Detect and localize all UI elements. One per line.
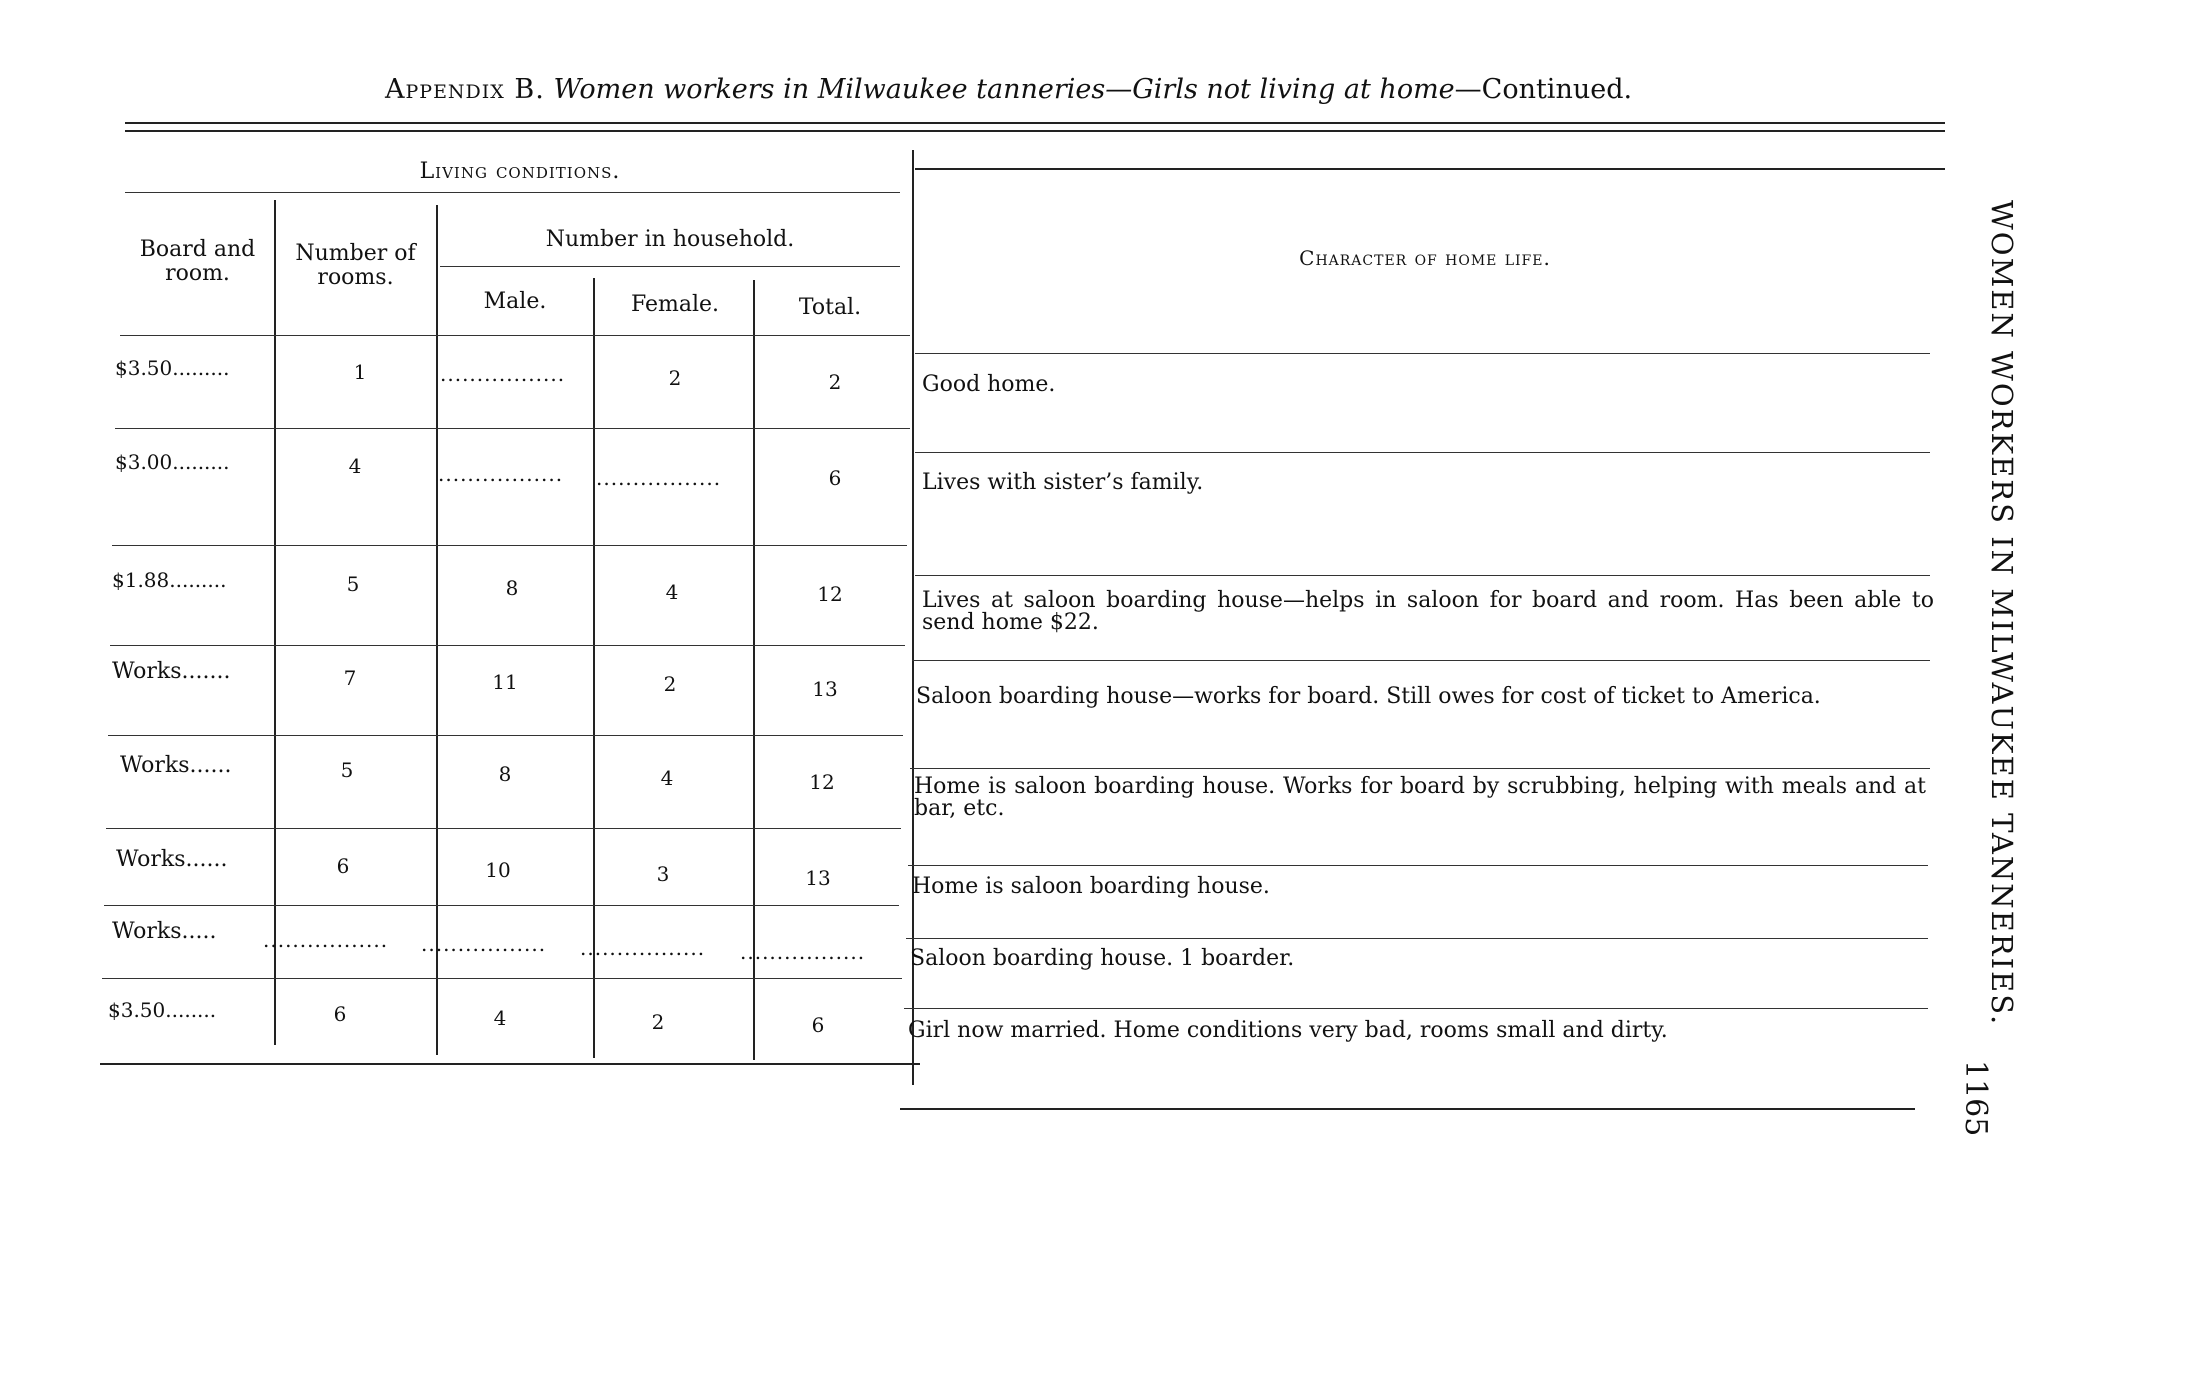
leader-dots: .........: [172, 356, 230, 380]
empty-leader: .................: [438, 462, 564, 486]
char-rule-5: [908, 865, 1928, 866]
row-rule-7: [102, 978, 902, 979]
char-rule-0: [915, 353, 1930, 354]
board-cell: Works: [116, 847, 186, 872]
leader-dots: .......: [181, 659, 231, 684]
leader-dots: .....: [181, 919, 217, 944]
female-cell: 2: [651, 1010, 665, 1034]
table-row: [115, 450, 229, 474]
board-cell: Works: [112, 919, 182, 944]
table-row: [112, 660, 230, 684]
character-cell: Good home.: [922, 372, 1056, 397]
rooms-cell: 4: [348, 454, 362, 478]
empty-leader: .................: [440, 362, 566, 386]
empty-leader: .................: [580, 936, 706, 960]
character-cell: Saloon boarding house—works for board. Still owes for cost of ticket to America.: [916, 684, 1821, 709]
char-rule-3: [912, 660, 1930, 661]
board-and-room-header: Board and room.: [139, 237, 256, 286]
total-header: Total.: [798, 295, 862, 320]
table-row: [115, 356, 229, 380]
rooms-cell: 7: [343, 666, 357, 690]
rooms-cell: 5: [346, 572, 360, 596]
male-cell: 8: [505, 576, 519, 600]
rooms-cell: 1: [353, 360, 367, 384]
board-cell: $3.50: [115, 356, 173, 380]
total-cell: 2: [828, 370, 842, 394]
page-number: 1165: [1958, 1060, 1993, 1137]
number-in-household-header: Number in household.: [545, 227, 795, 252]
empty-leader: .................: [596, 466, 722, 490]
board-cell: Works: [120, 753, 190, 778]
row-rule-1: [115, 428, 910, 429]
total-cell: 6: [828, 466, 842, 490]
character-cell: Lives with sister’s family.: [922, 470, 1204, 495]
female-cell: 4: [665, 580, 679, 604]
table-row: [108, 998, 216, 1022]
male-cell: 8: [498, 762, 512, 786]
table-row: [112, 568, 226, 592]
table-row: [112, 920, 216, 944]
empty-leader: .................: [263, 928, 389, 952]
female-cell: 2: [663, 672, 677, 696]
title-italic: Women workers in Milwaukee tanneries—Girls not living at home: [553, 74, 1455, 105]
board-cell: $3.00: [115, 450, 173, 474]
header-rule-living: [125, 192, 900, 193]
side-running-title: WOMEN WORKERS IN MILWAUKEE TANNERIES.: [1985, 200, 2019, 1027]
total-cell: 12: [809, 770, 835, 794]
leader-dots: ........: [165, 998, 217, 1022]
leader-dots: ......: [189, 753, 232, 778]
character-header: Character of home life.: [1299, 246, 1551, 270]
bottom-rule-1: [100, 1063, 920, 1065]
total-cell: 12: [817, 582, 843, 606]
total-cell: 6: [811, 1013, 825, 1037]
top-rule-1: [125, 122, 1945, 124]
header-rule-household: [440, 266, 900, 267]
male-cell: 4: [493, 1006, 507, 1030]
male-header: Male.: [483, 289, 547, 314]
row-rule-0: [120, 335, 910, 336]
empty-leader: .................: [740, 940, 866, 964]
row-rule-6: [104, 905, 899, 906]
row-rule-3: [110, 645, 905, 646]
character-cell: Home is saloon boarding house. Works for board by scrubbing, helping with meals and at bar, etc.: [914, 774, 1926, 821]
col-line-2: [436, 205, 438, 1055]
board-cell: $3.50: [108, 998, 166, 1022]
board-cell: $1.88: [112, 568, 170, 592]
char-rule-4: [910, 768, 1930, 769]
total-cell: 13: [805, 866, 831, 890]
title-suffix: —Continued.: [1454, 74, 1633, 105]
character-cell: Saloon boarding house. 1 boarder.: [910, 946, 1295, 971]
empty-leader: .................: [421, 932, 547, 956]
rooms-cell: 6: [336, 854, 350, 878]
char-rule-7: [904, 1008, 1928, 1009]
table-row: [120, 754, 231, 778]
female-cell: 3: [656, 862, 670, 886]
page-title: [385, 74, 1632, 105]
rooms-cell: 5: [340, 758, 354, 782]
total-cell: 13: [812, 677, 838, 701]
leader-dots: .........: [172, 450, 230, 474]
female-header: Female.: [630, 292, 720, 317]
table-row: [116, 848, 227, 872]
board-cell: Works: [112, 659, 182, 684]
leader-dots: .........: [169, 568, 227, 592]
living-conditions-header: Living conditions.: [419, 159, 621, 184]
row-rule-2: [112, 545, 907, 546]
bottom-rule-2: [900, 1108, 1915, 1110]
appendix-label: Appendix B.: [385, 74, 545, 105]
char-rule-1: [915, 452, 1930, 453]
male-cell: 11: [492, 670, 518, 694]
row-rule-5: [106, 828, 901, 829]
leader-dots: ......: [185, 847, 228, 872]
rooms-cell: 6: [333, 1002, 347, 1026]
male-cell: 10: [485, 858, 511, 882]
character-cell: Home is saloon boarding house.: [912, 874, 1270, 899]
number-of-rooms-header: Number of rooms.: [295, 241, 416, 290]
top-rule-2: [125, 130, 1945, 132]
character-cell: Girl now married. Home conditions very bad, rooms small and dirty.: [908, 1018, 1668, 1043]
character-cell: Lives at saloon boarding house—helps in saloon for board and room. Has been able to send home $22.: [922, 588, 1934, 635]
top-rule-3: [915, 168, 1945, 170]
char-rule-2: [915, 575, 1930, 576]
female-cell: 4: [660, 766, 674, 790]
row-rule-4: [108, 735, 903, 736]
female-cell: 2: [668, 366, 682, 390]
col-line-5: [912, 150, 914, 1085]
char-rule-6: [906, 938, 1928, 939]
col-line-1: [274, 200, 276, 1045]
